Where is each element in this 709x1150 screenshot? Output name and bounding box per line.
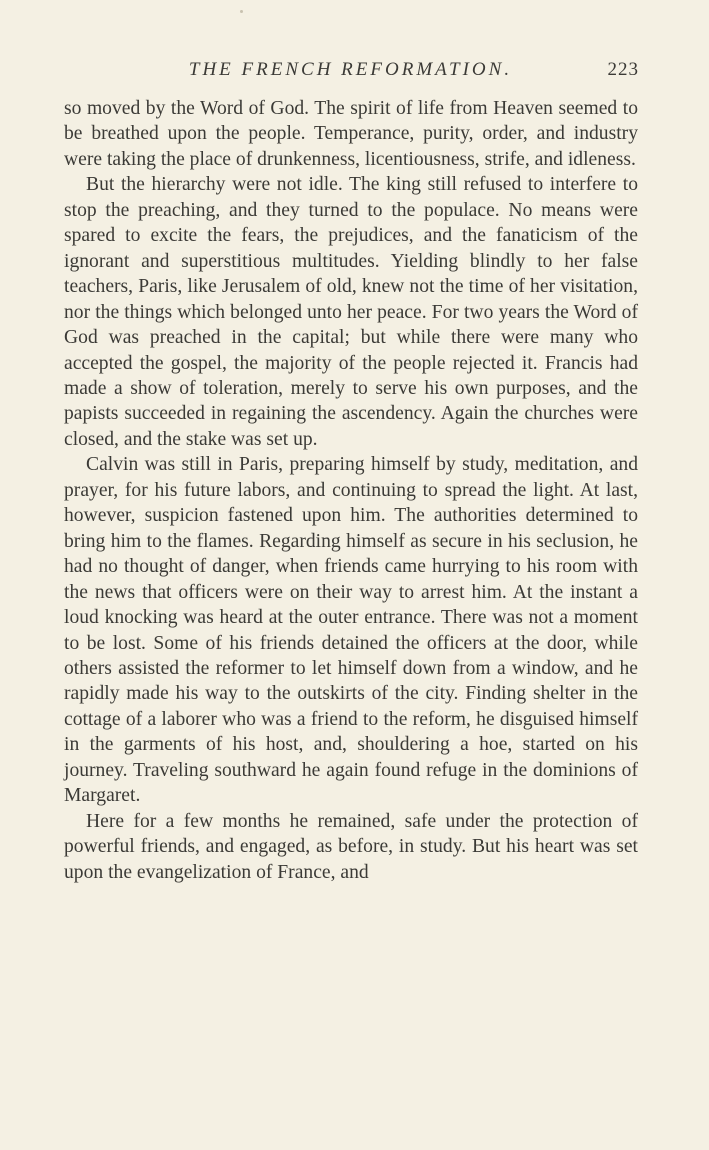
paragraph-margaret: Here for a few months he remained, safe under the protection of powerful friends, and engaged, as before, in study. But his heart was set upon the evangelization of France, and (64, 810, 638, 883)
running-title: THE FRENCH REFORMATION. (188, 59, 513, 80)
page-number: 223 (607, 59, 639, 80)
body-text (64, 96, 638, 885)
running-head (62, 58, 639, 86)
paragraph-hierarchy: But the hierarchy were not idle. The king still refused to interfere to stop the preaching, and they turned to the populace. No means were spared to excite the fears, the prejudices, and the fanaticism of the ignorant and superstitious multitudes. Yielding blindly to her false teachers, Paris, like Jerusalem of old, knew not the time of her visitation, nor the things which belonged unto her peace. For two years the Word of God was preached in the capital; but while there were many who accepted the gospel, the majority of the people rejected it. Francis had made a show of toleration, merely to serve his own purposes, and the papists succeeded in regaining the ascendency. Again the churches were closed, and the stake was set up. (64, 174, 638, 450)
paragraph-calvin-escape: Calvin was still in Paris, preparing himself by study, meditation, and prayer, for his future labors, and continuing to spread the light. At last, however, suspicion fastened upon him. The authorities determined to bring him to the flames. Regarding himself as secure in his seclusion, he had no thought of danger, when friends came hurrying to his room with the news that officers were on their way to arrest him. At the instant a loud knocking was heard at the outer entrance. There was not a moment to be lost. Some of his friends detained the officers at the door, while others assisted the reformer to let himself down from a window, and he rapidly made his way to the outskirts of the city. Finding shelter in the cottage of a laborer who was a friend to the reform, he disguised himself in the garments of his host, and, shouldering a hoe, started on his journey. Traveling southward he again found refuge in the dominions of Margaret. (64, 454, 638, 807)
paper-speck (240, 10, 243, 13)
paragraph-continued: so moved by the Word of God. The spirit of life from Heaven seemed to be breathed upon the people. Temperance, purity, order, and industry were taking the place of drunkenness, licentiousness, strife, and idleness. (64, 98, 638, 170)
